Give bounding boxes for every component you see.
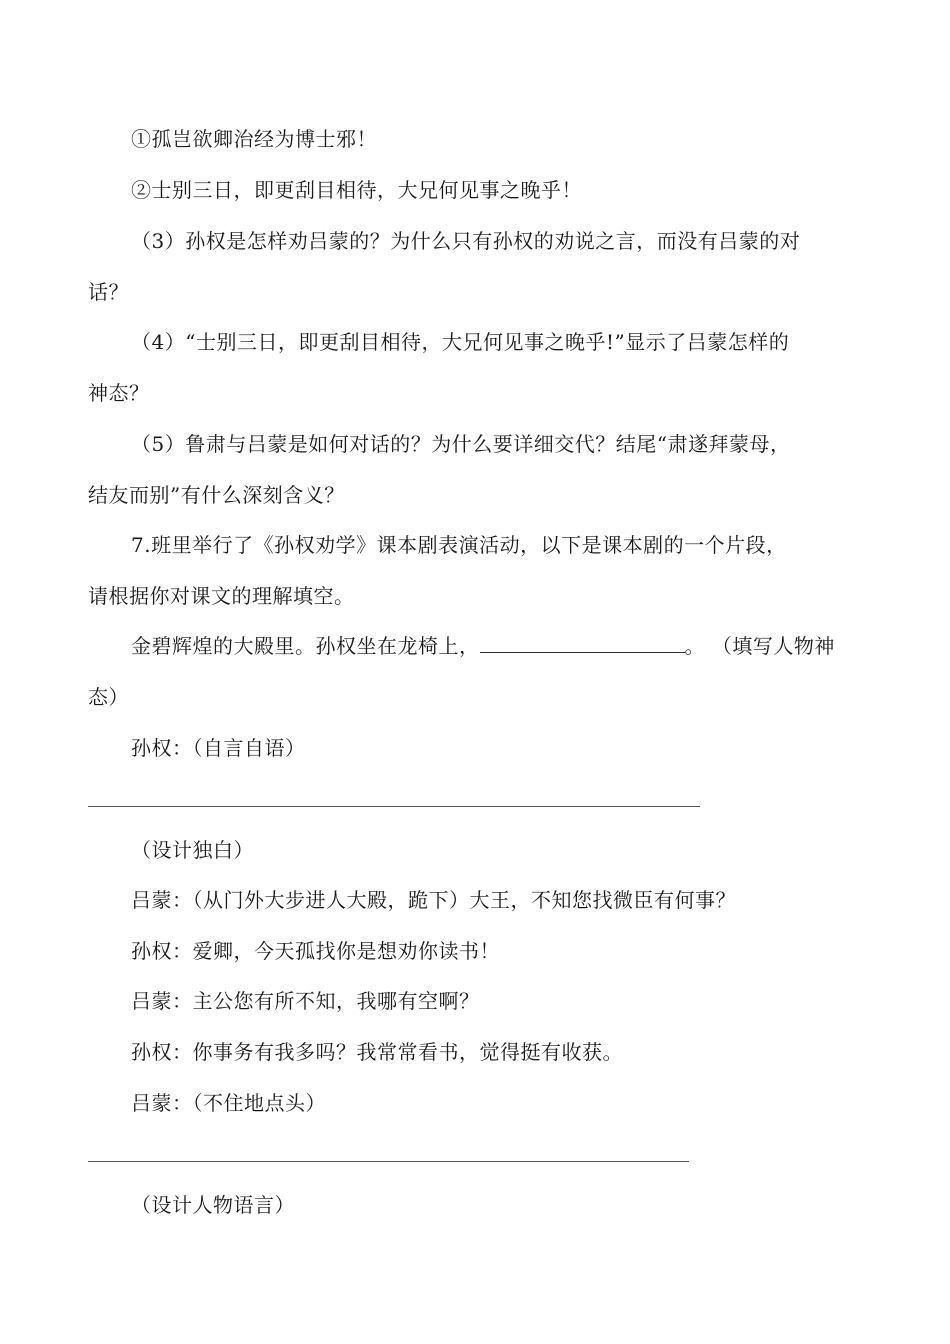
sentence-2: ②士别三日，即更刮目相待，大兄何见事之晚乎！ [131, 178, 582, 202]
dialogue-lvmeng-1: 吕蒙：（从门外大步进人大殿，跪下）大王，不知您找微臣有何事？ [131, 888, 736, 912]
dialogue-answer-line[interactable] [88, 1161, 689, 1162]
question-4-line-2: 神态？ [88, 381, 150, 405]
sentence-1: ①孤岂欲卿治经为博士邪！ [131, 127, 377, 151]
monologue-hint: （设计独白） [131, 838, 254, 862]
dialogue-hint: （设计人物语言） [131, 1193, 295, 1217]
question-7-line-2: 请根据你对课文的理解填空。 [88, 584, 355, 608]
scene-description-line-1 [131, 634, 835, 658]
question-3-line-1: （3）孙权是怎样劝吕蒙的？为什么只有孙权的劝说之言，而没有吕蒙的对 [131, 229, 801, 253]
sunquan-monologue-cue: 孙权：（自言自语） [131, 736, 306, 760]
scene-description-hint: 。 （填写人物神 [684, 634, 835, 658]
scene-description-text: 金碧辉煌的大殿里。孙权坐在龙椅上， [131, 634, 480, 658]
question-7-line-1: 7.班里举行了《孙权劝学》课本剧表演活动，以下是课本剧的一个片段， [131, 533, 787, 557]
question-4-line-1: （4）“士别三日，即更刮目相待，大兄何见事之晚乎!”显示了吕蒙怎样的 [131, 330, 790, 354]
question-5-line-1: （5）鲁肃与吕蒙是如何对话的？为什么要详细交代？结尾“肃遂拜蒙母， [131, 432, 791, 456]
scene-description-line-2: 态） [88, 685, 129, 709]
dialogue-lvmeng-3: 吕蒙：（不住地点头） [131, 1091, 326, 1115]
dialogue-sunquan-1: 孙权：爱卿，今天孤找你是想劝你读书！ [131, 939, 500, 963]
question-3-line-2: 话？ [88, 280, 129, 304]
question-5-line-2: 结友而别”有什么深刻含义？ [88, 483, 345, 507]
dialogue-sunquan-2: 孙权：你事务有我多吗？我常常看书，觉得挺有收获。 [131, 1040, 623, 1064]
dialogue-lvmeng-2: 吕蒙：主公您有所不知，我哪有空啊？ [131, 989, 480, 1013]
monologue-answer-line[interactable] [88, 806, 700, 807]
expression-fill-blank[interactable] [480, 634, 685, 653]
